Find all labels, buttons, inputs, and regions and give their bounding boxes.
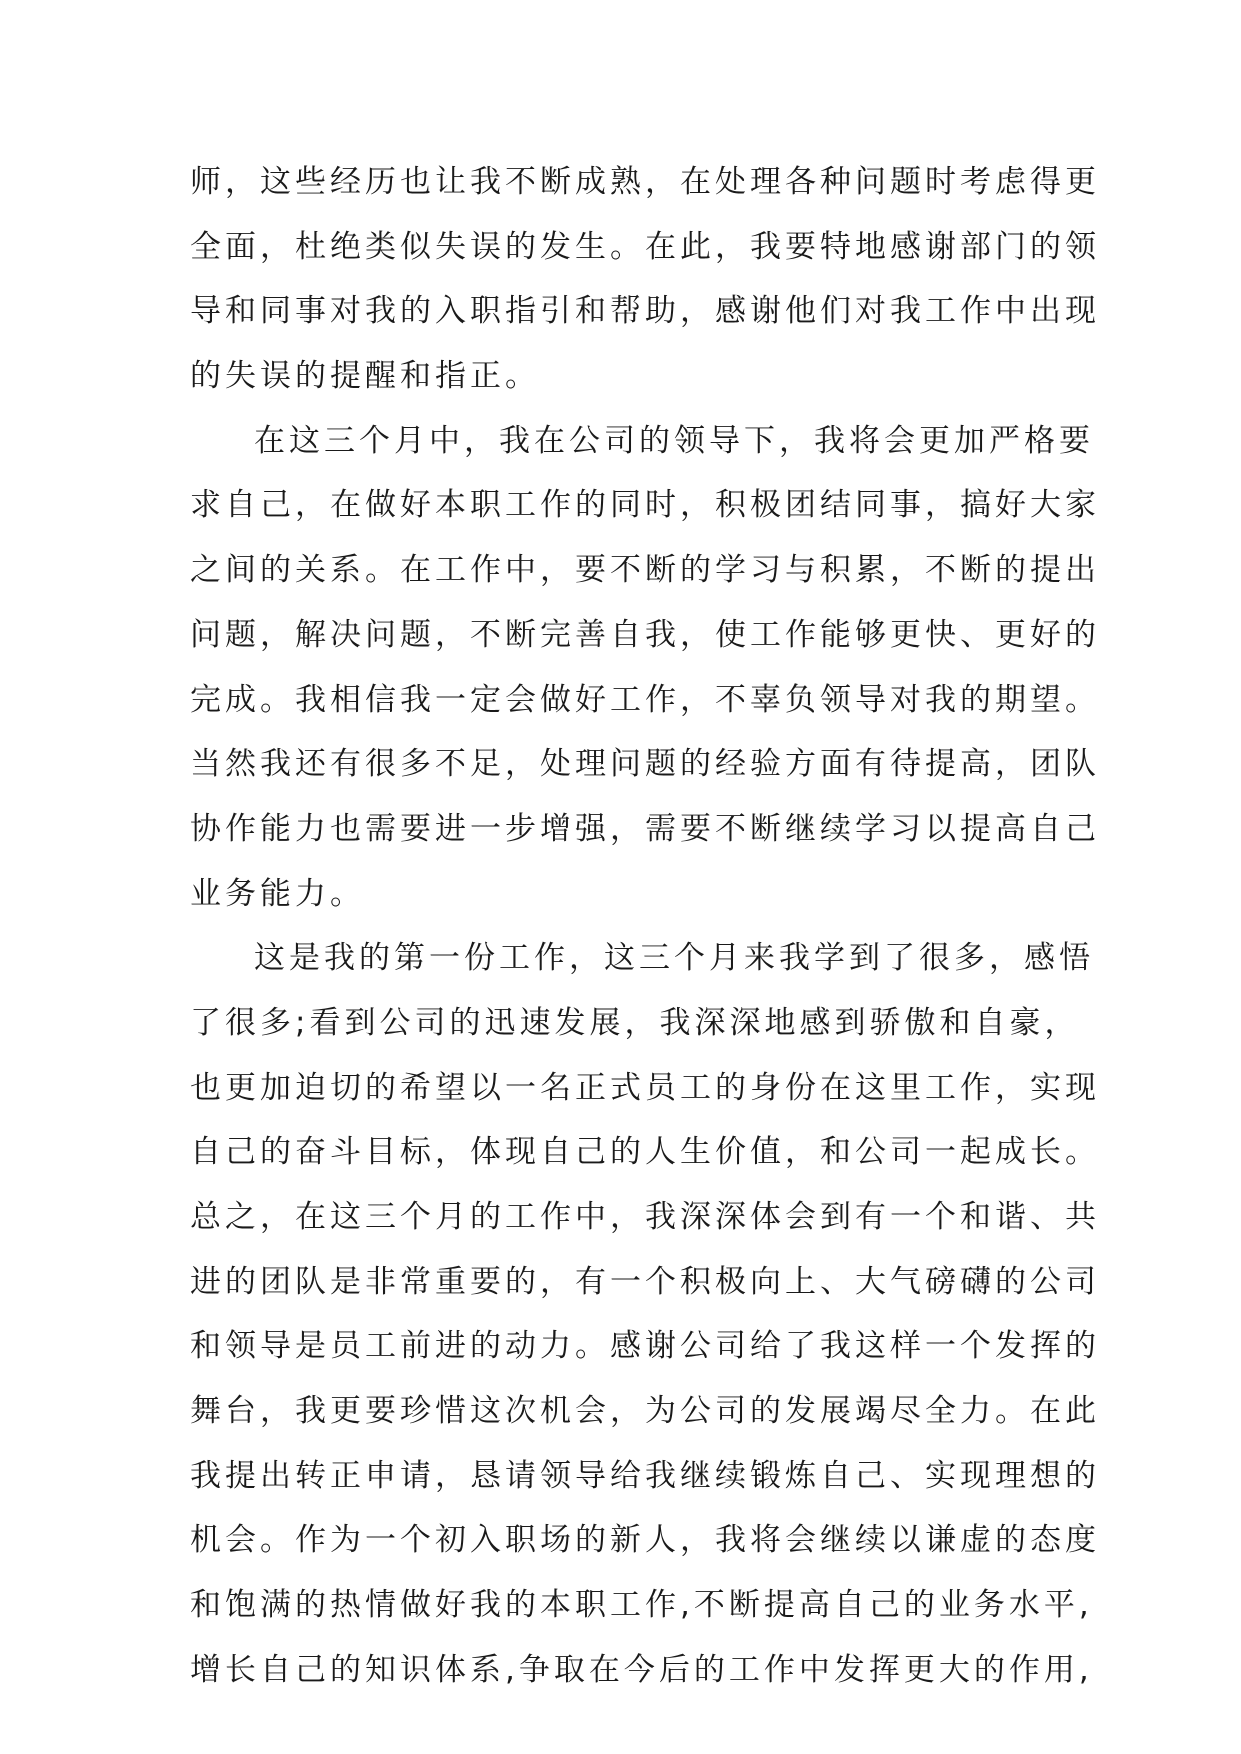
body-text (190, 150, 1100, 1703)
text-line: 之间的关系。在工作中，要不断的学习与积累，不断的提出 (190, 552, 1100, 589)
text-line: 舞台，我更要珍惜这次机会，为公司的发展竭尽全力。在此 (190, 1393, 1100, 1430)
text-line: 我提出转正申请，恳请领导给我继续锻炼自己、实现理想的 (190, 1457, 1100, 1494)
text-line: 总之，在这三个月的工作中，我深深体会到有一个和谐、共 (190, 1199, 1100, 1235)
text-line: 机会。作为一个初入职场的新人，我将会继续以谦虚的态度 (190, 1522, 1100, 1559)
paragraph-first-line: 在这三个月中，我在公司的领导下，我将会更加严格要 (254, 422, 1094, 459)
text-line: 进的团队是非常重要的，有一个积极向上、大气磅礴的公司 (190, 1263, 1100, 1300)
text-line: 和领导是员工前进的动力。感谢公司给了我这样一个发挥的 (190, 1328, 1100, 1365)
text-line: 完成。我相信我一定会做好工作，不辜负领导对我的期望。 (190, 681, 1100, 718)
text-line: 导和同事对我的入职指引和帮助，感谢他们对我工作中出现 (190, 293, 1100, 330)
text-line: 业务能力。 (190, 875, 365, 912)
text-line: 了很多;看到公司的迅速发展，我深深地感到骄傲和自豪， (190, 1004, 1080, 1041)
text-line: 师，这些经历也让我不断成熟，在处理各种问题时考虑得更 (190, 164, 1100, 200)
text-line: 也更加迫切的希望以一名正式员工的身份在这里工作，实现 (190, 1069, 1100, 1106)
text-line: 求自己，在做好本职工作的同时，积极团结同事，搞好大家 (190, 487, 1100, 524)
text-line: 协作能力也需要进一步增强，需要不断继续学习以提高自己 (190, 810, 1100, 847)
paragraph-first-line: 这是我的第一份工作，这三个月来我学到了很多，感悟 (254, 940, 1094, 977)
text-line: 和饱满的热情做好我的本职工作,不断提高自己的业务水平, (190, 1587, 1093, 1624)
text-line: 的失误的提醒和指正。 (190, 358, 540, 395)
text-line: 全面，杜绝类似失误的发生。在此，我要特地感谢部门的领 (190, 228, 1100, 265)
text-line: 问题，解决问题，不断完善自我，使工作能够更快、更好的 (190, 616, 1100, 653)
text-line: 自己的奋斗目标，体现自己的人生价值，和公司一起成长。 (190, 1134, 1100, 1171)
text-line: 当然我还有很多不足，处理问题的经验方面有待提高，团队 (190, 746, 1100, 783)
text-line: 增长自己的知识体系,争取在今后的工作中发挥更大的作用, (190, 1651, 1093, 1688)
